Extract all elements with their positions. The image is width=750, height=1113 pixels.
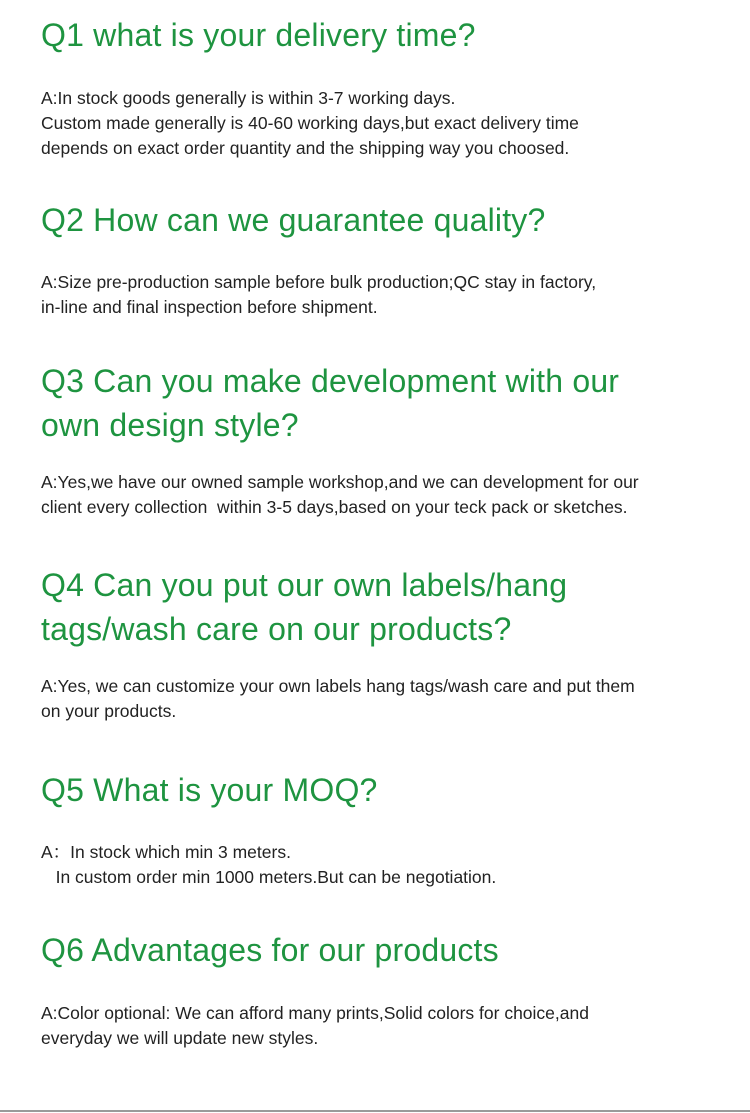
answer-line: A:Color optional: We can afford many prints,Solid colors for choice,and [41,1003,589,1023]
question-heading [41,359,731,447]
answer-text [41,840,731,890]
answer-text [41,270,731,320]
answer-line: depends on exact order quantity and the shipping way you choosed. [41,138,570,158]
answer-line: A:Yes,we have our owned sample workshop,and we can development for our [41,472,639,492]
question-heading: Q5 What is your MOQ? [41,772,378,808]
answer-text [41,86,731,161]
answer-line: client every collection within 3-5 days,based on your teck pack or sketches. [41,497,628,517]
faq-item-q4 [41,563,731,724]
faq-item-q5 [41,768,731,890]
question-line: Q4 Can you put our own labels/hang [41,567,568,603]
question-line: tags/wash care on our products? [41,611,512,647]
question-heading: Q1 what is your delivery time? [41,17,476,53]
faq-item-q6 [41,928,731,1051]
question-line: Q3 Can you make development with our [41,363,620,399]
answer-line: A：In stock which min 3 meters. [41,842,291,862]
question-heading: Q2 How can we guarantee quality? [41,202,546,238]
answer-line: Custom made generally is 40-60 working days,but exact delivery time [41,113,579,133]
answer-line: A:In stock goods generally is within 3-7 working days. [41,88,456,108]
answer-line: A:Size pre-production sample before bulk production;QC stay in factory, [41,272,597,292]
question-heading [41,563,731,651]
answer-line: In custom order min 1000 meters.But can be negotiation. [41,867,497,887]
answer-line: in-line and final inspection before shipment. [41,297,378,317]
answer-text [41,674,731,724]
question-heading: Q6 Advantages for our products [41,932,499,968]
answer-line: A:Yes, we can customize your own labels hang tags/wash care and put them [41,676,635,696]
question-line: own design style? [41,407,299,443]
faq-item-q1 [41,13,731,161]
faq-item-q2 [41,198,731,320]
faq-item-q3 [41,359,731,520]
bottom-divider [0,1110,750,1112]
answer-line: everyday we will update new styles. [41,1028,319,1048]
answer-text [41,1001,731,1051]
answer-line: on your products. [41,701,177,721]
answer-text [41,470,731,520]
